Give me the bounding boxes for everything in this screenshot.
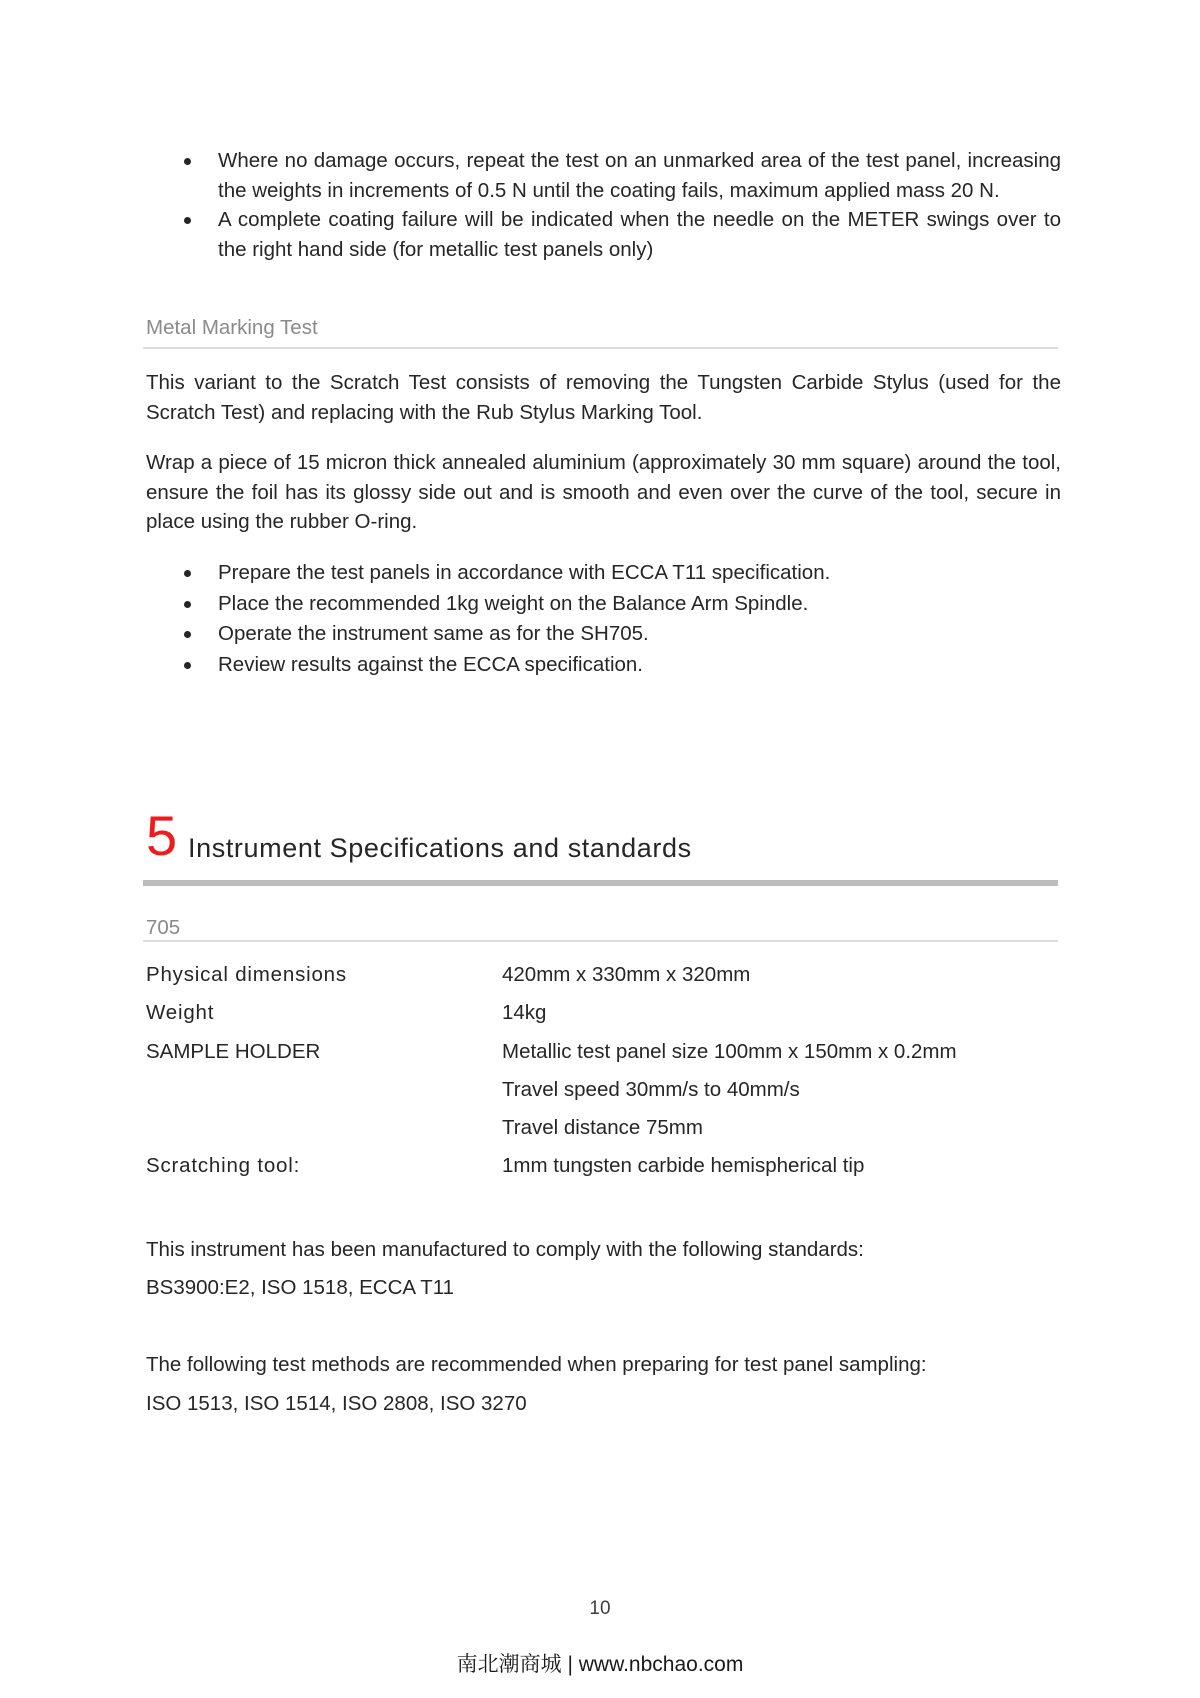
spec-value: 1mm tungsten carbide hemispherical tip <box>502 1154 865 1177</box>
section-title: Instrument Specifications and standards <box>188 833 692 863</box>
section-rule <box>143 880 1058 886</box>
bullet-icon <box>184 570 191 577</box>
bullet-icon <box>184 631 191 638</box>
list-item: A complete coating failure will be indicated when the needle on the METER swings over to the right hand side (for metallic test panels only) <box>146 205 1061 264</box>
spec-value: Metallic test panel size 100mm x 150mm x 0.2mm <box>502 1040 957 1063</box>
bullet-icon <box>184 217 191 224</box>
spec-label: Physical dimensions <box>146 963 347 986</box>
standards-list: BS3900:E2, ISO 1518, ECCA T11 <box>146 1276 455 1299</box>
spec-value: Travel speed 30mm/s to 40mm/s <box>502 1078 800 1101</box>
spec-value: 14kg <box>502 1001 547 1024</box>
methods-intro: The following test methods are recommended when preparing for test panel sampling: <box>146 1353 927 1376</box>
spec-row <box>146 956 1061 994</box>
spec-row <box>146 1071 1061 1109</box>
spec-row <box>146 1147 1061 1185</box>
divider <box>143 940 1058 942</box>
standards-intro: This instrument has been manufactured to comply with the following standards: <box>146 1238 864 1261</box>
spec-label: Scratching tool: <box>146 1154 301 1177</box>
list-item: Where no damage occurs, repeat the test on an unmarked area of the test panel, increasing the weights in increments of 0.5 N until the coating fails, maximum applied mass 20 N. <box>146 146 1061 205</box>
section-subheading: Metal Marking Test <box>146 316 318 339</box>
list-item: Review results against the ECCA specification. <box>146 650 1061 681</box>
methods-list: ISO 1513, ISO 1514, ISO 2808, ISO 3270 <box>146 1392 527 1415</box>
divider <box>143 347 1058 349</box>
list-item: Place the recommended 1kg weight on the Balance Arm Spindle. <box>146 589 1061 620</box>
top-bullet-list <box>146 146 1061 264</box>
list-item: Prepare the test panels in accordance with ECCA T11 specification. <box>146 558 1061 589</box>
bullet-icon <box>184 158 191 165</box>
spec-value: 420mm x 330mm x 320mm <box>502 963 751 986</box>
spec-label: SAMPLE HOLDER <box>146 1040 321 1063</box>
paragraph: This variant to the Scratch Test consists of removing the Tungsten Carbide Stylus (used for the Scratch Test) and replacing with the Rub Stylus Marking Tool. <box>146 371 1061 424</box>
page-number: 10 <box>589 1598 611 1619</box>
bullet-icon <box>184 601 191 608</box>
footer-watermark: 南北潮商城 | www.nbchao.com <box>456 1653 744 1676</box>
bullet-icon <box>184 662 191 669</box>
list-item: Operate the instrument same as for the SH705. <box>146 619 1061 650</box>
model-subheading: 705 <box>146 916 181 939</box>
spec-row <box>146 1033 1061 1071</box>
spec-label: Weight <box>146 1001 215 1024</box>
spec-row <box>146 1109 1061 1147</box>
paragraph: Wrap a piece of 15 micron thick annealed aluminium (approximately 30 mm square) around the tool, ensure the foil has its glossy side out and is smooth and even over the curve of the tool, secure in place using the rubber O-ring. <box>146 451 1061 533</box>
steps-list <box>146 558 1061 680</box>
spec-row <box>146 994 1061 1032</box>
spec-value: Travel distance 75mm <box>502 1116 703 1139</box>
section-number: 5 <box>146 804 178 867</box>
